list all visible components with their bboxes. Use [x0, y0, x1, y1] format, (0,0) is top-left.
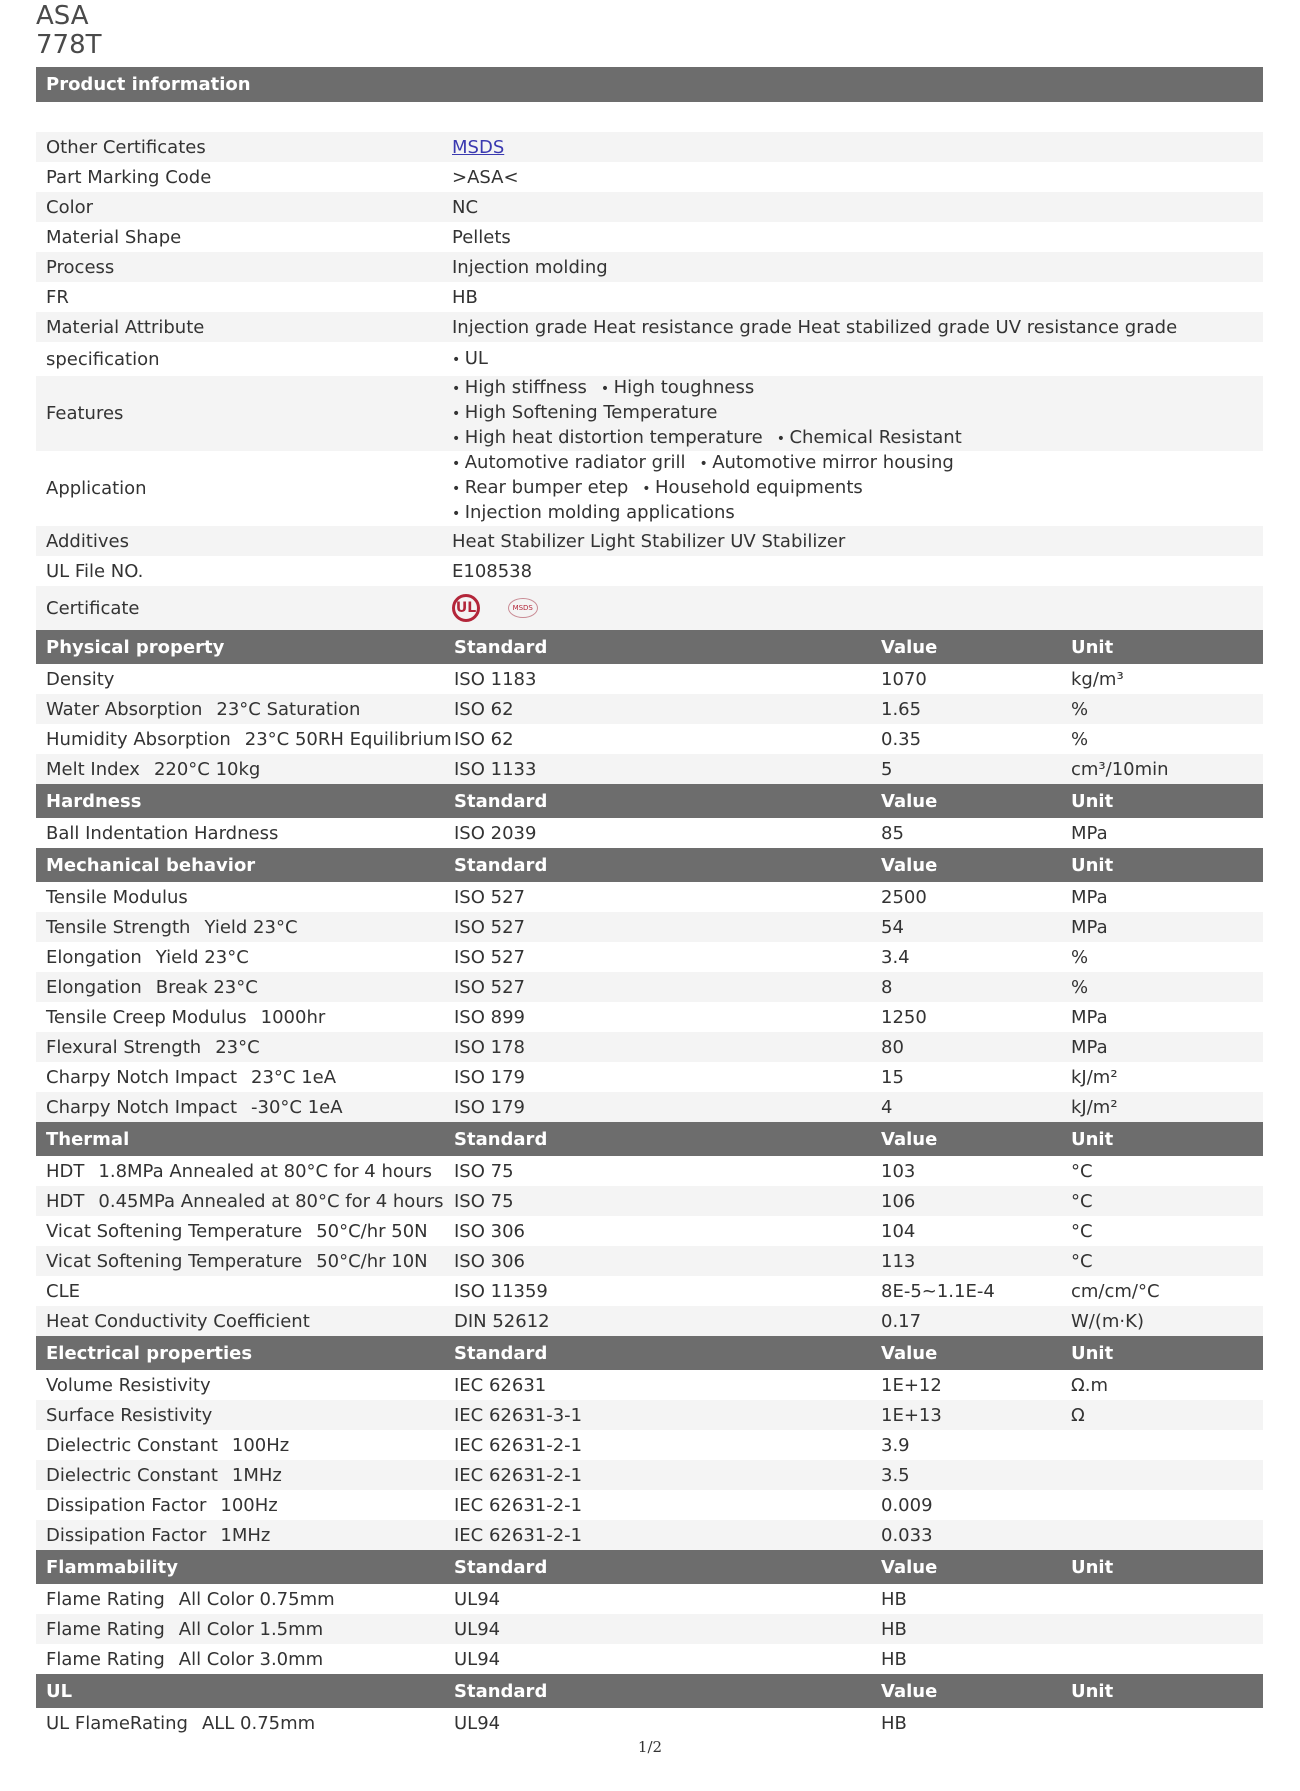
table-row: [36, 942, 1263, 972]
property-cell: [36, 1191, 454, 1212]
property-cell: [36, 1649, 454, 1670]
property-cell: [36, 1713, 454, 1734]
value-cell: 54: [881, 916, 904, 938]
section-title: Physical property: [46, 636, 225, 658]
property-name: Elongation: [46, 946, 142, 968]
standard-cell: ISO 1133: [454, 758, 537, 780]
standard-cell: IEC 62631-3-1: [454, 1404, 583, 1426]
property-cell: [36, 917, 454, 938]
property-name: Ball Indentation Hardness: [46, 822, 279, 844]
property-cell: [36, 1007, 454, 1028]
standard-cell: ISO 527: [454, 916, 525, 938]
standard-cell: UL94: [454, 1588, 501, 1610]
unit-cell: %: [1071, 976, 1089, 998]
column-header-standard: Standard: [454, 636, 548, 658]
property-name: Charpy Notch Impact: [46, 1066, 238, 1088]
info-row: [36, 556, 1263, 586]
column-header-unit: Unit: [1071, 1128, 1114, 1150]
info-label: Process: [46, 256, 115, 278]
standard-cell: ISO 1183: [454, 668, 537, 690]
value-cell: 106: [881, 1190, 916, 1212]
info-value: >ASA<: [452, 166, 519, 188]
section-title: Electrical properties: [46, 1342, 253, 1364]
info-row: [36, 586, 1263, 630]
column-header-value: Value: [881, 636, 938, 658]
info-value: Heat Stabilizer Light Stabilizer UV Stabilizer: [452, 530, 846, 552]
certificate-logos: [452, 594, 1263, 622]
table-row: [36, 1246, 1263, 1276]
property-name: Volume Resistivity: [46, 1374, 211, 1396]
material-name: ASA: [36, 1, 89, 31]
section-header: [36, 1550, 1263, 1584]
section-header: [36, 784, 1263, 818]
table-row: [36, 912, 1263, 942]
property-name: Surface Resistivity: [46, 1404, 213, 1426]
property-name: Tensile Modulus: [46, 886, 188, 908]
bullet-item: • Injection molding applications: [452, 501, 735, 526]
table-row: [36, 818, 1263, 848]
test-condition: 50°C/hr 10N: [316, 1250, 428, 1272]
table-row: [36, 1490, 1263, 1520]
column-header-value: Value: [881, 1342, 938, 1364]
test-condition: Yield 23°C: [155, 946, 249, 968]
property-name: Flame Rating: [46, 1618, 165, 1640]
property-name: Tensile Strength: [46, 916, 191, 938]
property-name: Dielectric Constant: [46, 1434, 218, 1456]
value-cell: 0.17: [881, 1310, 922, 1332]
standard-cell: UL94: [454, 1712, 501, 1734]
column-header-unit: Unit: [1071, 1342, 1114, 1364]
table-row: [36, 1032, 1263, 1062]
standard-cell: UL94: [454, 1618, 501, 1640]
column-header-unit: Unit: [1071, 854, 1114, 876]
info-label: Part Marking Code: [46, 166, 212, 188]
info-row: [36, 252, 1263, 282]
column-header-value: Value: [881, 854, 938, 876]
value-cell: 8: [881, 976, 893, 998]
standard-cell: ISO 527: [454, 976, 525, 998]
property-cell: [36, 1221, 454, 1242]
test-condition: 1000hr: [260, 1006, 326, 1028]
value-cell: 1250: [881, 1006, 927, 1028]
property-cell: [36, 1067, 454, 1088]
table-row: [36, 1584, 1263, 1614]
test-condition: 23°C 1eA: [251, 1066, 337, 1088]
table-row: [36, 694, 1263, 724]
bullet-item: • High stiffness: [452, 376, 587, 401]
unit-cell: %: [1071, 946, 1089, 968]
unit-cell: MPa: [1071, 822, 1108, 844]
standard-cell: IEC 62631-2-1: [454, 1434, 583, 1456]
property-cell: [36, 669, 454, 690]
unit-cell: kg/m³: [1071, 668, 1124, 690]
unit-cell: Ω.m: [1071, 1374, 1109, 1396]
standard-cell: IEC 62631-2-1: [454, 1524, 583, 1546]
column-header-standard: Standard: [454, 854, 548, 876]
test-condition: All Color 3.0mm: [178, 1648, 324, 1670]
test-condition: Yield 23°C: [204, 916, 298, 938]
unit-cell: MPa: [1071, 916, 1108, 938]
value-cell: 15: [881, 1066, 904, 1088]
property-name: Flame Rating: [46, 1588, 165, 1610]
standard-cell: UL94: [454, 1648, 501, 1670]
standard-cell: ISO 527: [454, 886, 525, 908]
msds-certification-logo: MSDS: [508, 598, 538, 618]
value-cell: 2500: [881, 886, 927, 908]
property-cell: [36, 1037, 454, 1058]
table-row: [36, 1400, 1263, 1430]
property-cell: [36, 1435, 454, 1456]
value-cell: 1E+13: [881, 1404, 942, 1426]
column-header-standard: Standard: [454, 1556, 548, 1578]
standard-cell: ISO 75: [454, 1190, 514, 1212]
property-name: Melt Index: [46, 758, 140, 780]
bullet-item: • Chemical Resistant: [777, 426, 962, 451]
bullet-item: • Household equipments: [642, 476, 862, 501]
column-header-unit: Unit: [1071, 790, 1114, 812]
value-cell: 113: [881, 1250, 916, 1272]
property-name: Dissipation Factor: [46, 1524, 207, 1546]
bullet-item: • High toughness: [601, 376, 754, 401]
bullet-item: • High Softening Temperature: [452, 401, 717, 426]
property-name: Flexural Strength: [46, 1036, 202, 1058]
grade-name: 778T: [36, 30, 102, 60]
info-label: specification: [46, 348, 160, 370]
info-label: Additives: [46, 530, 130, 552]
property-name: Water Absorption: [46, 698, 203, 720]
column-header-standard: Standard: [454, 790, 548, 812]
test-condition: 220°C 10kg: [153, 758, 261, 780]
standard-cell: IEC 62631-2-1: [454, 1494, 583, 1516]
table-row: [36, 1156, 1263, 1186]
info-label: FR: [46, 286, 69, 308]
info-value: Injection grade Heat resistance grade Heat stabilized grade UV resistance grade: [452, 316, 1178, 338]
value-cell: 3.9: [881, 1434, 910, 1456]
bullet-item: • Automotive mirror housing: [699, 451, 953, 476]
table-row: [36, 664, 1263, 694]
value-cell: 3.4: [881, 946, 910, 968]
property-cell: [36, 977, 454, 998]
property-name: Tensile Creep Modulus: [46, 1006, 247, 1028]
section-title: Flammability: [46, 1556, 179, 1578]
standard-cell: ISO 527: [454, 946, 525, 968]
value-cell: 103: [881, 1160, 916, 1182]
product-information-header: Product information: [36, 67, 1263, 102]
test-condition: 23°C Saturation: [216, 698, 361, 720]
unit-cell: Ω: [1071, 1404, 1085, 1426]
info-label: Certificate: [46, 597, 140, 619]
unit-cell: kJ/m²: [1071, 1066, 1118, 1088]
standard-cell: ISO 306: [454, 1250, 525, 1272]
value-cell: 1070: [881, 668, 927, 690]
table-row: [36, 1460, 1263, 1490]
property-sections: [36, 630, 1263, 1738]
info-row: [36, 526, 1263, 556]
standard-cell: ISO 306: [454, 1220, 525, 1242]
property-name: Vicat Softening Temperature: [46, 1220, 303, 1242]
section-title: Mechanical behavior: [46, 854, 256, 876]
unit-cell: cm³/10min: [1071, 758, 1169, 780]
property-cell: [36, 1619, 454, 1640]
property-cell: [36, 1097, 454, 1118]
table-row: [36, 1276, 1263, 1306]
bullet-item: • Rear bumper etep: [452, 476, 628, 501]
unit-cell: °C: [1071, 1220, 1093, 1242]
value-cell: 5: [881, 758, 893, 780]
property-cell: [36, 1161, 454, 1182]
value-cell: 0.033: [881, 1524, 933, 1546]
info-value: Pellets: [452, 226, 511, 248]
info-label: Application: [46, 478, 147, 499]
value-cell: 3.5: [881, 1464, 910, 1486]
property-name: Vicat Softening Temperature: [46, 1250, 303, 1272]
column-header-value: Value: [881, 1556, 938, 1578]
table-row: [36, 1520, 1263, 1550]
standard-cell: ISO 178: [454, 1036, 525, 1058]
ul-certification-logo: UL: [452, 594, 480, 622]
info-label: Material Attribute: [46, 316, 205, 338]
test-condition: All Color 1.5mm: [178, 1618, 324, 1640]
info-label: Material Shape: [46, 226, 182, 248]
value-cell: HB: [881, 1618, 907, 1640]
test-condition: 23°C 50RH Equilibrium: [244, 728, 452, 750]
section-header: [36, 1336, 1263, 1370]
value-cell: 1.65: [881, 698, 922, 720]
unit-cell: MPa: [1071, 1006, 1108, 1028]
table-row: [36, 1216, 1263, 1246]
table-row: [36, 1186, 1263, 1216]
standard-cell: ISO 2039: [454, 822, 537, 844]
unit-cell: kJ/m²: [1071, 1096, 1118, 1118]
bullet-item: • UL: [452, 347, 488, 372]
info-row: [36, 342, 1263, 376]
unit-cell: %: [1071, 728, 1089, 750]
test-condition: 23°C: [215, 1036, 260, 1058]
table-row: [36, 1306, 1263, 1336]
info-row: [36, 222, 1263, 252]
value-cell: HB: [881, 1712, 907, 1734]
info-row: [36, 192, 1263, 222]
property-cell: [36, 947, 454, 968]
column-header-unit: Unit: [1071, 1556, 1114, 1578]
standard-cell: ISO 899: [454, 1006, 525, 1028]
section-title: Hardness: [46, 790, 142, 812]
standard-cell: IEC 62631-2-1: [454, 1464, 583, 1486]
property-name: Elongation: [46, 976, 142, 998]
column-header-value: Value: [881, 790, 938, 812]
info-label: UL File NO.: [46, 560, 144, 582]
specification-list: [452, 347, 1263, 372]
column-header-value: Value: [881, 1128, 938, 1150]
column-header-standard: Standard: [454, 1128, 548, 1150]
info-row: [36, 132, 1263, 162]
standard-cell: IEC 62631: [454, 1374, 547, 1396]
standard-cell: ISO 11359: [454, 1280, 548, 1302]
bullet-item: • Automotive radiator grill: [452, 451, 685, 476]
info-value: E108538: [452, 560, 533, 582]
property-cell: [36, 1525, 454, 1546]
section-header: [36, 1674, 1263, 1708]
property-name: Charpy Notch Impact: [46, 1096, 238, 1118]
test-condition: All Color 0.75mm: [178, 1588, 335, 1610]
info-row: [36, 451, 1263, 526]
property-cell: [36, 823, 454, 844]
table-row: [36, 1708, 1263, 1738]
section-title: UL: [46, 1680, 73, 1702]
table-row: [36, 1430, 1263, 1460]
property-cell: [36, 1375, 454, 1396]
features-list: [452, 376, 1012, 451]
property-name: Heat Conductivity Coefficient: [46, 1310, 310, 1332]
section-header: [36, 630, 1263, 664]
msds-link[interactable]: MSDS: [452, 136, 505, 158]
value-cell: 0.009: [881, 1494, 933, 1516]
table-row: [36, 1002, 1263, 1032]
test-condition: ALL 0.75mm: [201, 1712, 316, 1734]
table-row: [36, 724, 1263, 754]
table-row: [36, 1092, 1263, 1122]
property-name: Density: [46, 668, 115, 690]
property-cell: [36, 699, 454, 720]
property-cell: [36, 1589, 454, 1610]
page-number: 1/2: [637, 1738, 663, 1756]
property-name: Dielectric Constant: [46, 1464, 218, 1486]
info-row: [36, 162, 1263, 192]
bullet-item: • High heat distortion temperature: [452, 426, 763, 451]
unit-cell: MPa: [1071, 1036, 1108, 1058]
standard-cell: ISO 62: [454, 698, 514, 720]
property-name: Dissipation Factor: [46, 1494, 207, 1516]
table-row: [36, 1614, 1263, 1644]
unit-cell: MPa: [1071, 886, 1108, 908]
unit-cell: °C: [1071, 1250, 1093, 1272]
property-cell: [36, 1311, 454, 1332]
property-cell: [36, 1251, 454, 1272]
property-name: HDT: [46, 1160, 85, 1182]
value-cell: HB: [881, 1588, 907, 1610]
table-row: [36, 1062, 1263, 1092]
property-cell: [36, 1465, 454, 1486]
property-cell: [36, 1495, 454, 1516]
column-header-standard: Standard: [454, 1680, 548, 1702]
test-condition: 50°C/hr 50N: [316, 1220, 428, 1242]
info-value: HB: [452, 286, 478, 308]
value-cell: 104: [881, 1220, 916, 1242]
property-name: HDT: [46, 1190, 85, 1212]
test-condition: 1MHz: [220, 1524, 271, 1546]
info-value: Injection molding: [452, 256, 608, 278]
table-row: [36, 1644, 1263, 1674]
property-cell: [36, 887, 454, 908]
application-list: [452, 451, 1112, 526]
unit-cell: °C: [1071, 1190, 1093, 1212]
property-cell: [36, 759, 454, 780]
value-cell: 0.35: [881, 728, 922, 750]
table-row: [36, 972, 1263, 1002]
property-name: Flame Rating: [46, 1648, 165, 1670]
value-cell: 85: [881, 822, 904, 844]
property-name: CLE: [46, 1280, 80, 1302]
column-header-unit: Unit: [1071, 1680, 1114, 1702]
property-name: Humidity Absorption: [46, 728, 231, 750]
test-condition: -30°C 1eA: [251, 1096, 343, 1118]
info-row: [36, 312, 1263, 342]
column-header-unit: Unit: [1071, 636, 1114, 658]
title-block: [36, 2, 102, 60]
unit-cell: %: [1071, 698, 1089, 720]
unit-cell: cm/cm/°C: [1071, 1280, 1160, 1302]
test-condition: 1MHz: [231, 1464, 282, 1486]
column-header-value: Value: [881, 1680, 938, 1702]
value-cell: 8E-5~1.1E-4: [881, 1280, 995, 1302]
datasheet: [36, 67, 1263, 1738]
unit-cell: °C: [1071, 1160, 1093, 1182]
table-row: [36, 882, 1263, 912]
product-info-table: [36, 132, 1263, 630]
property-cell: [36, 1405, 454, 1426]
info-row: [36, 282, 1263, 312]
test-condition: 0.45MPa Annealed at 80°C for 4 hours: [98, 1190, 444, 1212]
standard-cell: ISO 62: [454, 728, 514, 750]
property-cell: [36, 729, 454, 750]
test-condition: Break 23°C: [155, 976, 258, 998]
test-condition: 100Hz: [231, 1434, 290, 1456]
value-cell: HB: [881, 1648, 907, 1670]
value-cell: 4: [881, 1096, 893, 1118]
value-cell: 80: [881, 1036, 904, 1058]
table-row: [36, 1370, 1263, 1400]
property-cell: [36, 1281, 454, 1302]
section-header: [36, 848, 1263, 882]
info-row: [36, 376, 1263, 451]
info-label: Other Certificates: [46, 136, 206, 158]
section-header: [36, 1122, 1263, 1156]
info-label: Features: [46, 403, 124, 424]
table-row: [36, 754, 1263, 784]
standard-cell: DIN 52612: [454, 1310, 550, 1332]
value-cell: 1E+12: [881, 1374, 942, 1396]
test-condition: 100Hz: [220, 1494, 278, 1516]
column-header-standard: Standard: [454, 1342, 548, 1364]
standard-cell: ISO 75: [454, 1160, 514, 1182]
property-name: UL FlameRating: [46, 1712, 188, 1734]
unit-cell: W/(m·K): [1071, 1310, 1144, 1332]
info-label: Color: [46, 196, 93, 218]
standard-cell: ISO 179: [454, 1096, 525, 1118]
standard-cell: ISO 179: [454, 1066, 525, 1088]
test-condition: 1.8MPa Annealed at 80°C for 4 hours: [98, 1160, 433, 1182]
section-title: Thermal: [46, 1128, 130, 1150]
info-value: NC: [452, 196, 479, 218]
